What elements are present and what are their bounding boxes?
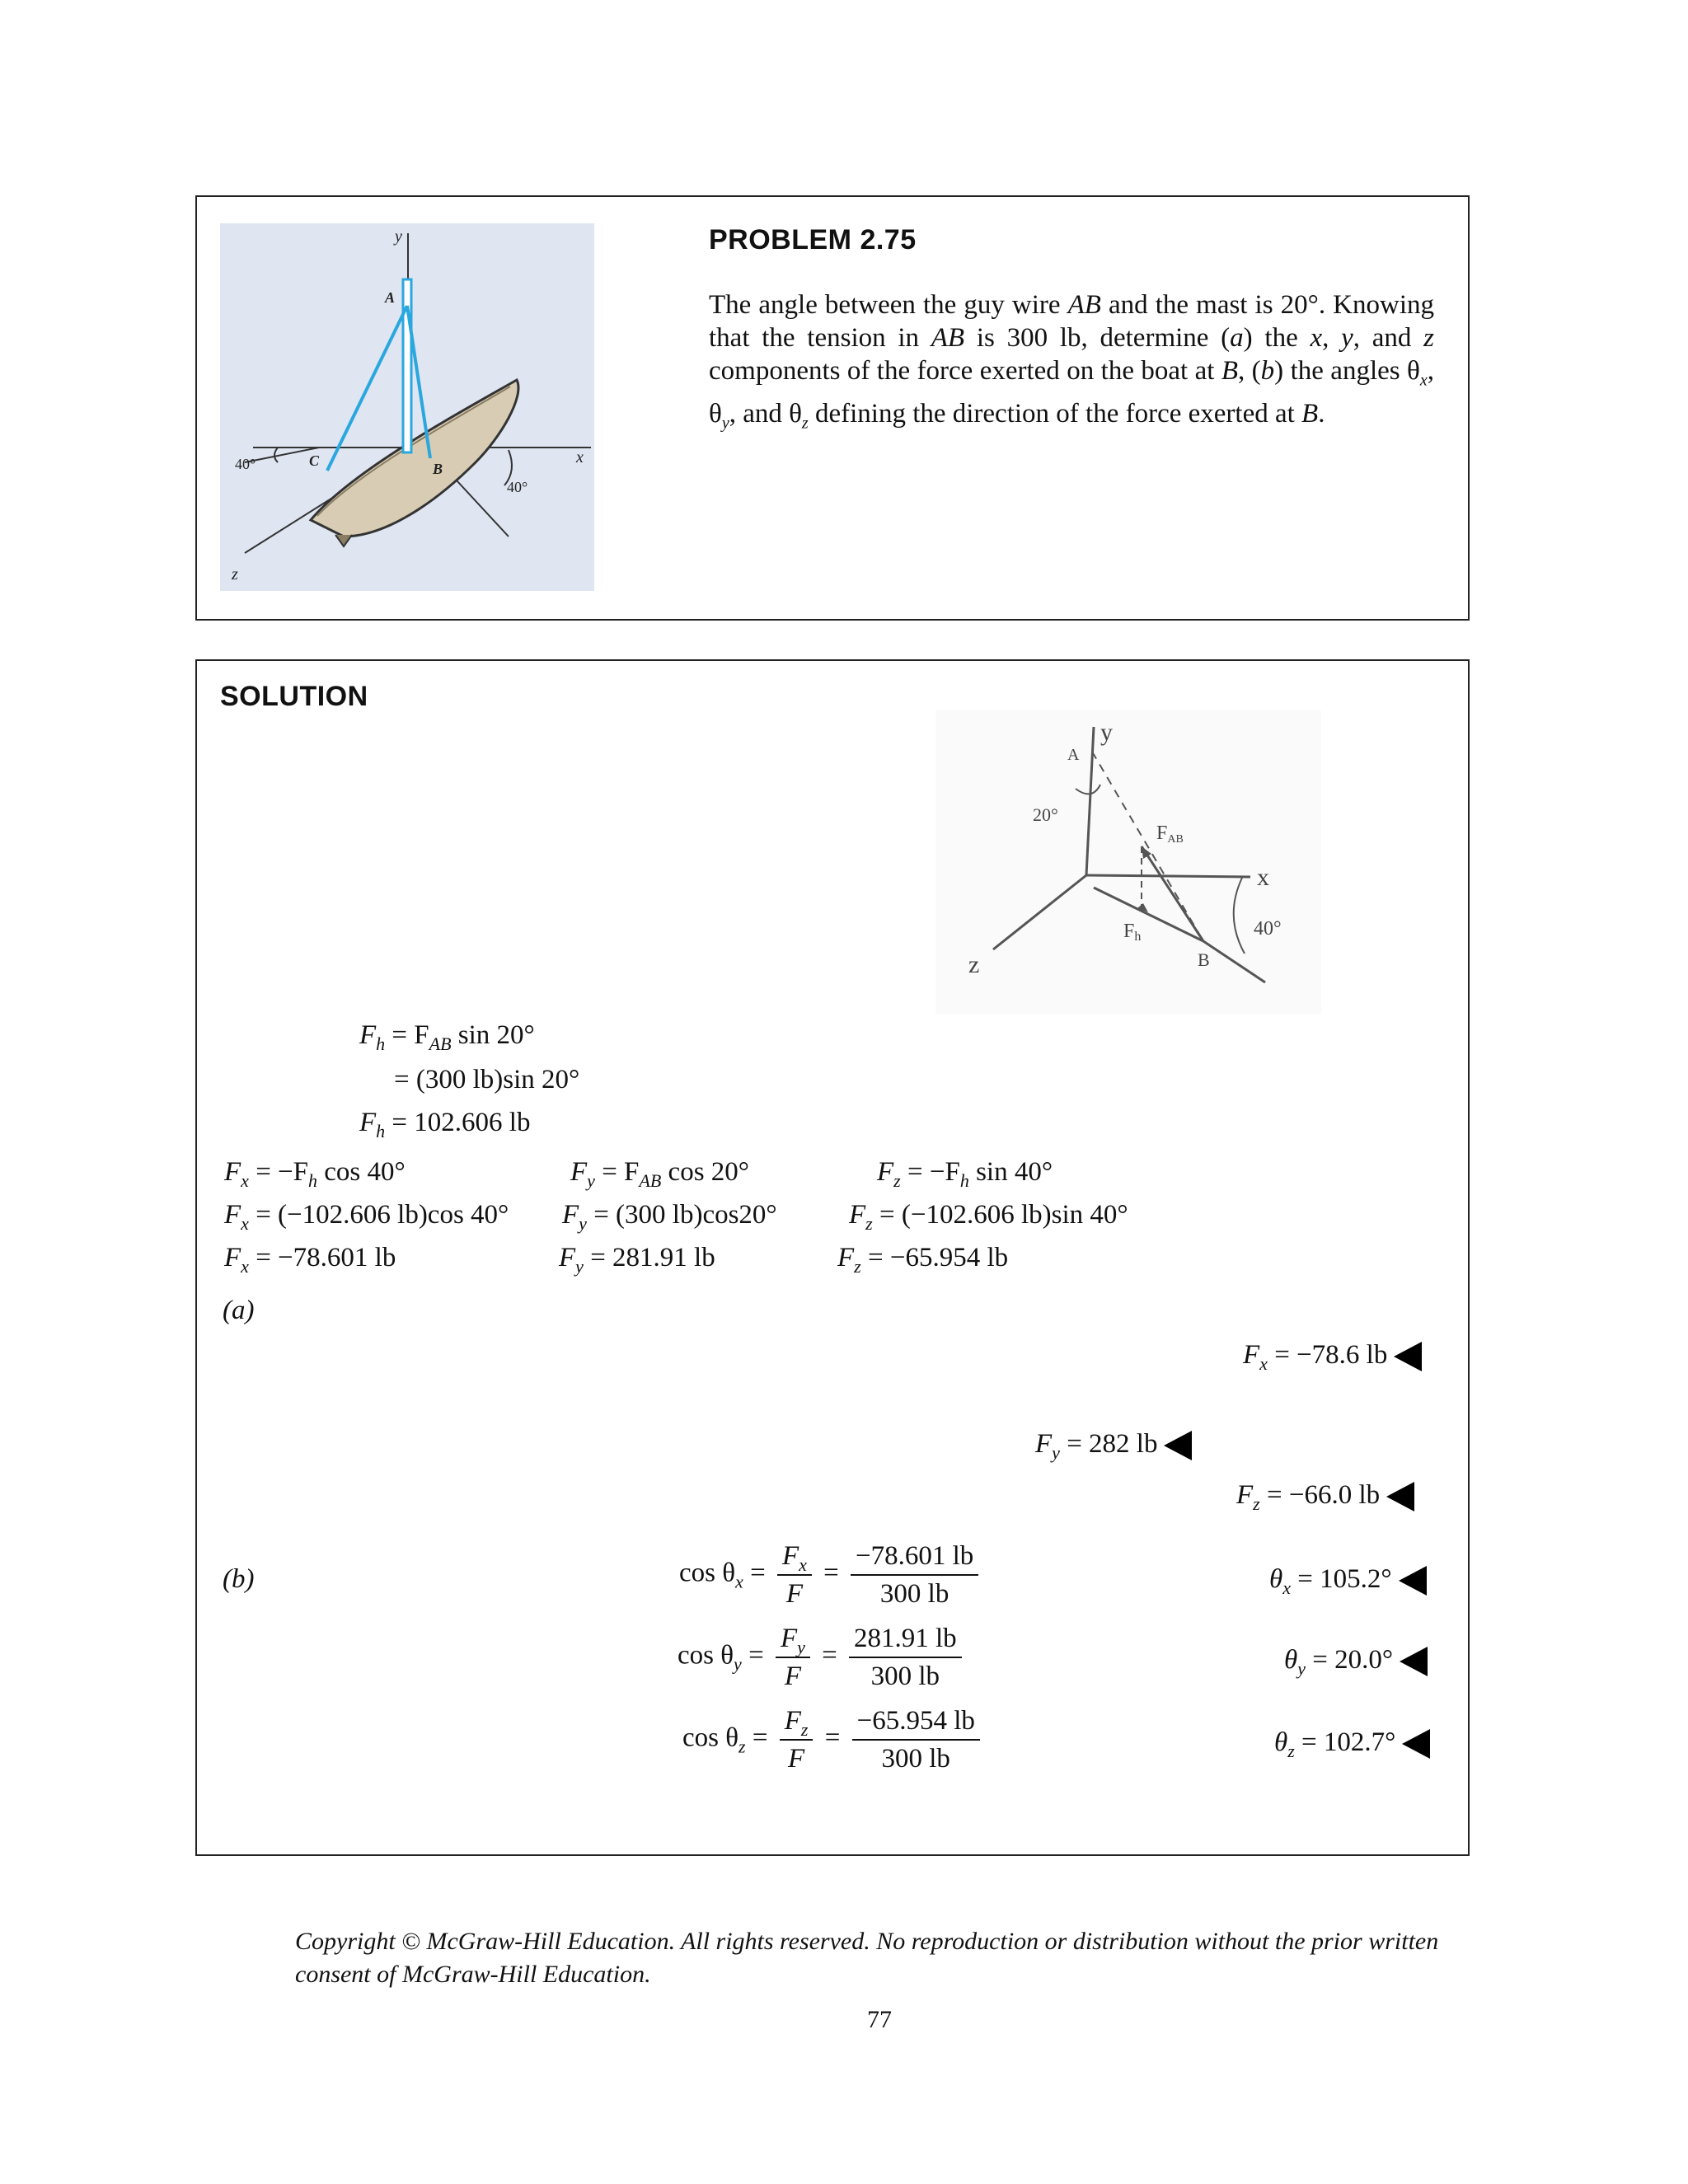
fy-line-2: $F_y = (300$ lb)cos20°	[562, 1200, 777, 1234]
problem-text-segment: z	[801, 414, 809, 433]
problem-text-segment: , and θ	[729, 398, 802, 429]
problem-text-segment: a	[1230, 323, 1244, 353]
solution-title: SOLUTION	[220, 681, 368, 712]
answer-marker-icon	[1400, 1647, 1428, 1676]
fy-line-1: $F_y = F_{AB}$ cos 20°	[570, 1157, 749, 1191]
answer-theta-y: $\theta_y = 20.0^\circ$	[1284, 1643, 1428, 1676]
sketch-label-a: A	[1067, 746, 1080, 764]
problem-title: PROBLEM 2.75	[709, 224, 917, 255]
problem-text-segment: ,	[1322, 323, 1342, 353]
problem-text-segment: AB	[1067, 290, 1101, 320]
problem-text-segment: B	[1301, 398, 1319, 429]
fig-label-c: C	[309, 452, 320, 469]
problem-statement	[709, 288, 1434, 439]
fz-line-3: $F_z = -65.954$ lb	[837, 1243, 1009, 1277]
problem-text-segment: components of the force exerted on the boat at	[709, 356, 1221, 386]
fh-line-3: $F_h = 102.606$ lb	[359, 1108, 531, 1141]
fig-label-x: x	[576, 448, 584, 466]
cos-theta-y: $\cos \theta_y$ = $\frac{F_y}{F}$ = $\frac{281.91 lb}{300 lb}$	[678, 1620, 967, 1694]
fig-angle-left: 40°	[235, 456, 256, 472]
page-number: 77	[867, 2006, 892, 2033]
part-a-label: (a)	[223, 1296, 255, 1325]
fig-label-a: A	[385, 289, 396, 306]
problem-text-segment: AB	[931, 323, 965, 353]
sketch-label-b: B	[1198, 949, 1210, 970]
fig-label-z: z	[232, 565, 238, 583]
cos-theta-x: $\cos \theta_x$ = $\frac{F_x}{F}$ = $\frac{-78.601 lb}{300 lb}$	[679, 1538, 983, 1612]
problem-text-segment: y	[1341, 323, 1353, 353]
answer-marker-icon	[1402, 1729, 1430, 1759]
sketch-label-y: y	[1100, 719, 1113, 746]
fig-label-y: y	[395, 227, 402, 246]
sketch-label-fab: FAB	[1156, 823, 1184, 846]
fx-line-2: $F_x = (-102.606$ lb)cos 40°	[224, 1200, 509, 1234]
fy-line-3: $F_y = 281.91$ lb	[559, 1243, 715, 1277]
answer-fx: $F_x = -78.6$ lb	[1243, 1338, 1422, 1371]
problem-text-segment: and the mast is 20°. Knowing that the tension in	[709, 290, 1434, 353]
sketch-label-fh: Fh	[1123, 921, 1142, 944]
fh-line-1: $F_h = F_{AB}$ sin 20°	[359, 1020, 535, 1054]
problem-text-segment: y	[721, 414, 729, 433]
problem-text-segment: The angle between the guy wire	[709, 290, 1068, 320]
sketch-angle-20: 20°	[1033, 804, 1058, 825]
fz-line-2: $F_z = (-102.606$ lb)sin 40°	[849, 1200, 1128, 1234]
fig-label-b: B	[433, 461, 443, 477]
fx-line-3: $F_x = -78.601$ lb	[224, 1243, 396, 1277]
problem-text-segment: , (	[1238, 356, 1261, 386]
answer-theta-x: $\theta_x = 105.2^\circ$	[1269, 1563, 1427, 1596]
copyright-notice: Copyright © McGraw-Hill Education. All rights reserved. No reproduction or distribution without the prior written consent of McGraw-Hill Education.	[295, 1928, 1439, 1988]
problem-text-segment: , and	[1353, 323, 1424, 353]
answer-marker-icon	[1399, 1566, 1427, 1596]
fz-line-1: $F_z = -F_h$ sin 40°	[877, 1157, 1053, 1191]
answer-marker-icon	[1386, 1482, 1414, 1511]
boat-figure	[220, 223, 594, 591]
problem-text-segment: b	[1260, 356, 1275, 386]
sketch-angle-40: 40°	[1254, 918, 1282, 940]
problem-text-segment: z	[1423, 323, 1435, 353]
problem-text-segment: , θ	[709, 356, 1434, 429]
problem-text-segment: ) the	[1243, 323, 1311, 353]
answer-marker-icon	[1394, 1342, 1422, 1371]
answer-theta-z: $\theta_z = 102.7^\circ$	[1274, 1726, 1430, 1759]
problem-text-segment: x	[1419, 371, 1428, 390]
solution-sketch	[935, 710, 1321, 1014]
answer-fz: $F_z = -66.0$ lb	[1236, 1479, 1414, 1511]
fh-line-2: = (300 lb)sin 20°	[394, 1065, 580, 1094]
cos-theta-z: $\cos \theta_z$ = $\frac{F_z}{F}$ = $\frac{-65.954 lb}{300 lb}$	[682, 1703, 985, 1777]
fig-angle-right: 40°	[507, 479, 528, 495]
problem-text-segment: defining the direction of the force exerted at	[808, 398, 1302, 429]
answer-fy: $F_y = 282$ lb	[1035, 1427, 1192, 1460]
problem-text-segment: .	[1318, 398, 1325, 429]
part-b-label: (b)	[223, 1564, 255, 1594]
fx-line-1: $F_x = -F_h$ cos 40°	[224, 1157, 406, 1191]
answer-marker-icon	[1164, 1431, 1192, 1460]
sketch-label-x: x	[1257, 864, 1269, 891]
problem-text-segment: B	[1221, 356, 1239, 386]
problem-text-segment: x	[1310, 323, 1323, 353]
problem-text-segment: is 300 lb, determine (	[964, 323, 1231, 353]
problem-text-segment: ) the angles θ	[1274, 356, 1420, 386]
sketch-label-z: z	[968, 951, 980, 978]
